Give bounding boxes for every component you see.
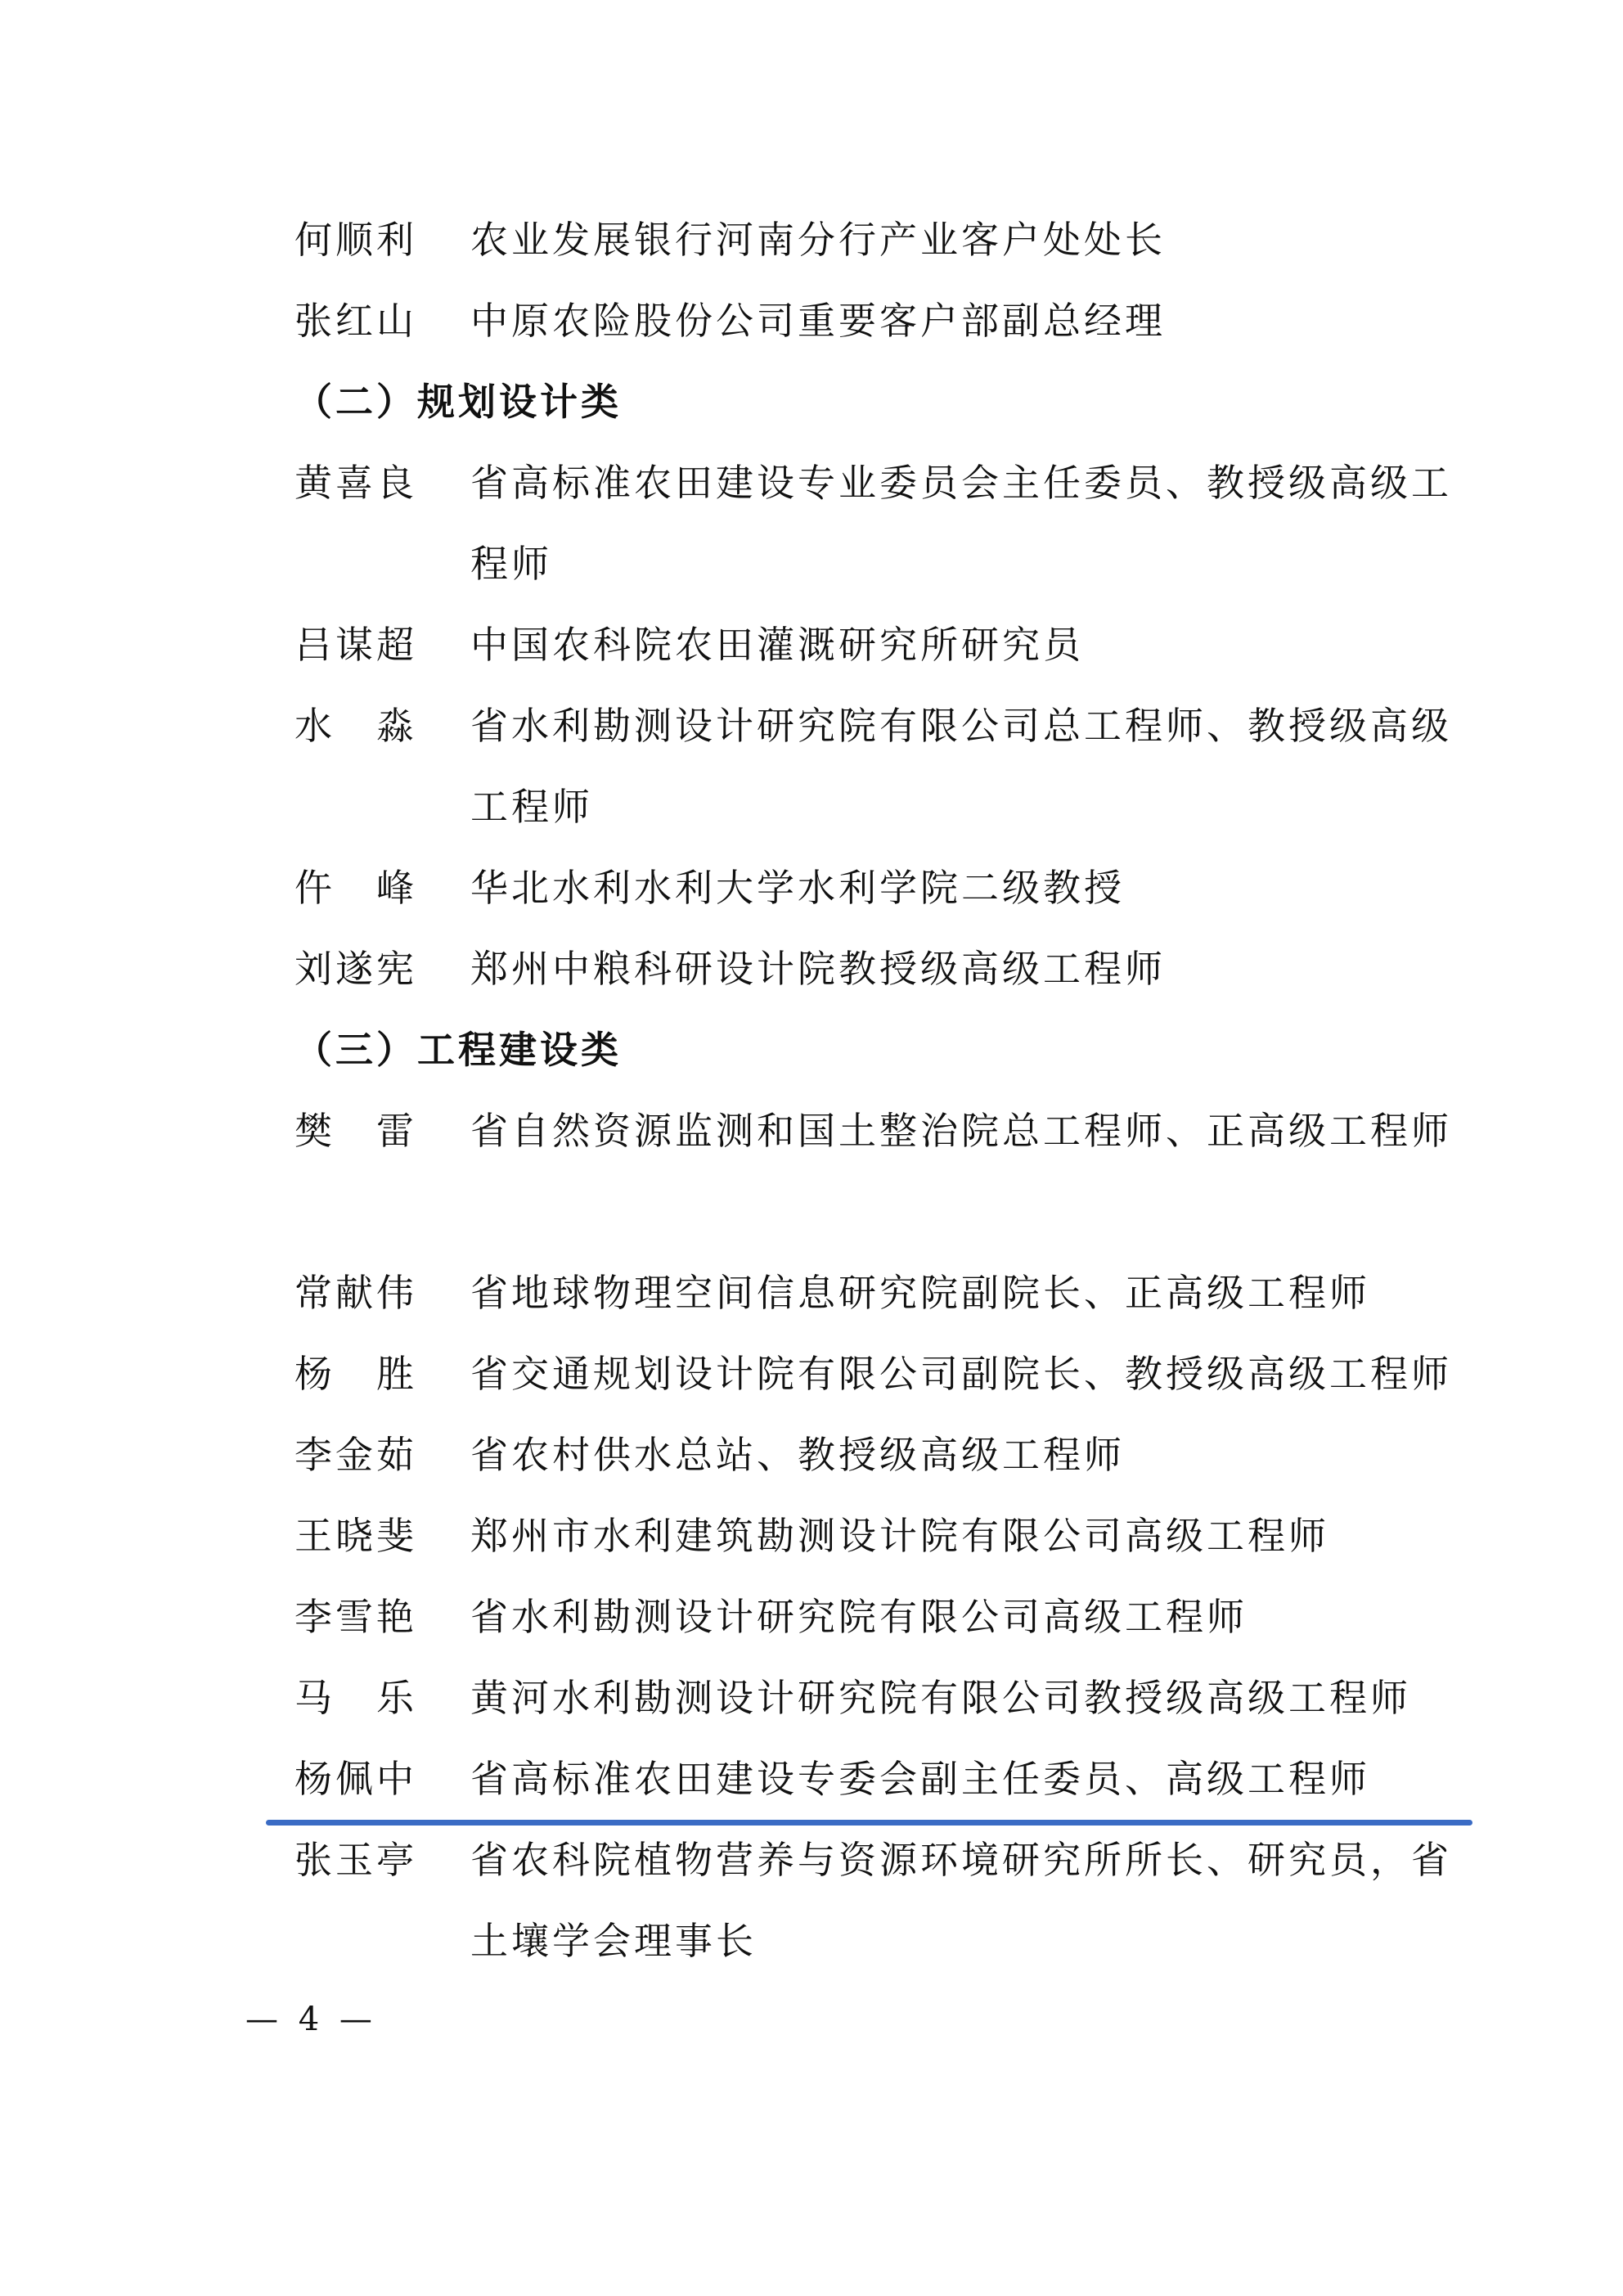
person-name <box>294 1091 417 1172</box>
person-name: 王晓斐 <box>294 1514 417 1558</box>
person-name <box>294 848 417 929</box>
person-role: 省水利勘测设计研究院有限公司总工程师、教授级高级工程师 <box>470 704 1452 829</box>
person-role: 省自然资源监测和国土整治院总工程师、正高级工程师 <box>470 1109 1452 1153</box>
person-role: 郑州市水利建筑勘测设计院有限公司高级工程师 <box>470 1514 1329 1558</box>
person-role: 郑州中粮科研设计院教授级高级工程师 <box>470 947 1166 991</box>
person-name: 黄喜良 <box>294 461 417 505</box>
person-name <box>294 1658 417 1739</box>
name-char: 雷 <box>376 1109 417 1153</box>
list-item <box>294 200 1456 281</box>
person-role: 农业发展银行河南分行产业客户处处长 <box>470 218 1166 262</box>
list-item <box>294 443 1456 605</box>
list-item <box>294 1820 1456 1982</box>
name-char: 水 <box>294 704 335 748</box>
name-char: 马 <box>294 1676 335 1720</box>
list-item <box>294 1253 1456 1334</box>
person-name: 常献伟 <box>294 1271 417 1315</box>
person-name: 何顺利 <box>294 218 417 262</box>
person-name: 杨佩中 <box>294 1757 417 1801</box>
person-name: 李雪艳 <box>294 1595 417 1639</box>
list-item <box>294 281 1456 362</box>
person-role: 中原农险股份公司重要客户部副总经理 <box>470 299 1166 343</box>
list-item <box>294 1415 1456 1496</box>
list-item <box>294 605 1456 686</box>
list-item <box>294 1658 1456 1739</box>
list-item <box>294 1091 1456 1172</box>
section-heading-engineering: （三）工程建设类 <box>294 1028 622 1072</box>
name-char: 樊 <box>294 1109 335 1153</box>
person-name: 李金茹 <box>294 1433 417 1477</box>
person-name <box>294 686 417 767</box>
list-item <box>294 848 1456 929</box>
section-heading-planning: （二）规划设计类 <box>294 380 622 424</box>
person-role: 华北水利水利大学水利学院二级教授 <box>470 866 1125 910</box>
person-name: 张红山 <box>294 299 417 343</box>
person-role: 省高标准农田建设专业委员会主任委员、教授级高级工程师 <box>470 461 1452 586</box>
person-name: 刘遂宪 <box>294 947 417 991</box>
person-role: 省农科院植物营养与资源环境研究所所长、研究员，省土壤学会理事长 <box>470 1838 1452 1963</box>
name-char: 仵 <box>294 866 335 910</box>
person-role: 省水利勘测设计研究院有限公司高级工程师 <box>470 1595 1248 1639</box>
name-char: 峰 <box>376 866 417 910</box>
person-role: 省交通规划设计院有限公司副院长、教授级高级工程师 <box>470 1352 1452 1396</box>
list-item <box>294 1334 1456 1415</box>
person-role: 省农村供水总站、教授级高级工程师 <box>470 1433 1125 1477</box>
list-item <box>294 686 1456 848</box>
list-item <box>294 929 1456 1010</box>
name-char: 杨 <box>294 1352 335 1396</box>
name-char: 淼 <box>376 704 417 748</box>
list-item <box>294 1739 1456 1820</box>
person-role: 黄河水利勘测设计研究院有限公司教授级高级工程师 <box>470 1676 1411 1720</box>
person-name <box>294 1334 417 1415</box>
person-role: 省高标准农田建设专委会副主任委员、高级工程师 <box>470 1757 1370 1801</box>
list-item <box>294 1496 1456 1577</box>
person-name: 吕谋超 <box>294 623 417 667</box>
person-name: 张玉亭 <box>294 1838 417 1882</box>
page-number: — 4 — <box>245 2001 377 2038</box>
name-char: 乐 <box>376 1676 417 1720</box>
person-role: 省地球物理空间信息研究院副院长、正高级工程师 <box>470 1271 1370 1315</box>
name-char: 胜 <box>376 1352 417 1396</box>
person-role: 中国农科院农田灌溉研究所研究员 <box>470 623 1084 667</box>
list-item <box>294 1577 1456 1658</box>
